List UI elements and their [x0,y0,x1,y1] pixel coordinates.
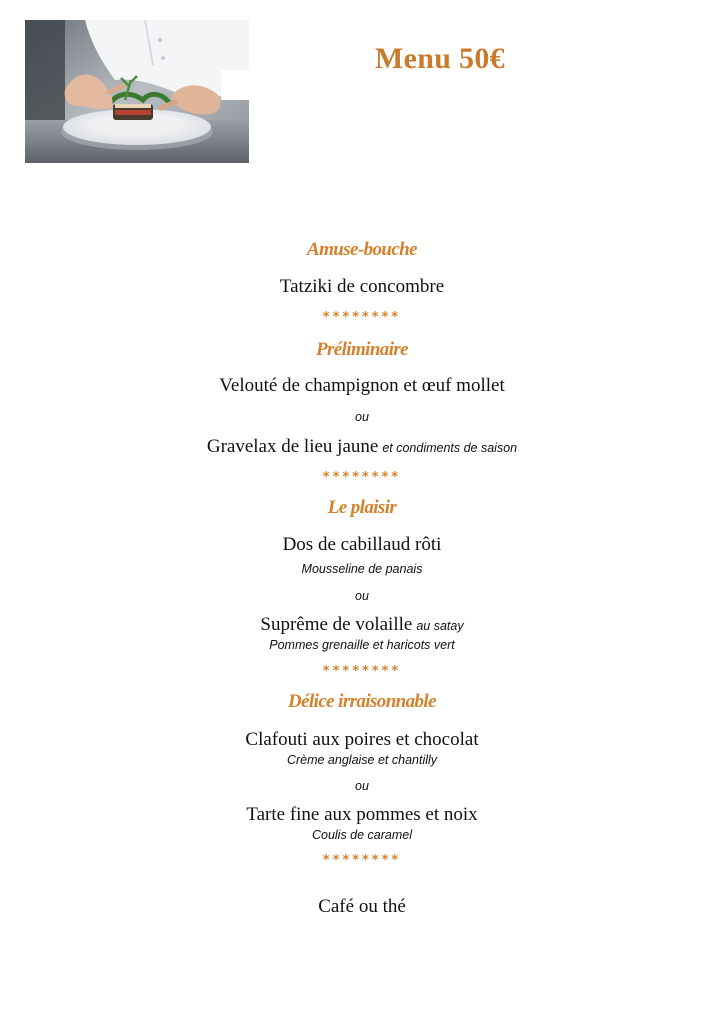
separator-2: ******** [322,470,402,485]
dish-tarte: Tarte fine aux pommes et noix [246,804,478,825]
or-label: ou [355,589,369,603]
dish-clafouti: Clafouti aux poires et chocolat [245,729,479,750]
separator-1: ******** [322,310,402,325]
separator-4: ******** [322,853,402,868]
dish-volaille-inline-note: au satay [416,619,464,633]
dish-gravelax: Gravelax de lieu jaune [206,436,379,457]
dish-veloute: Velouté de champignon et œuf mollet [219,375,505,396]
dish-volaille-note: Pommes grenaille et haricots vert [269,638,455,652]
dish-tatziki: Tatziki de concombre [279,276,445,297]
menu-title: Menu 50€ [375,42,505,75]
section-heading-delice: Délice irraisonnable [288,691,436,712]
dish-gravelax-note: et condiments de saison [382,441,518,455]
separator-3: ******** [322,664,402,679]
dish-cabillaud: Dos de cabillaud rôti [282,534,442,555]
dish-volaille-line [0,614,724,636]
section-heading-preliminaire: Préliminaire [315,339,409,360]
chef-plating-photo [25,20,249,163]
section-heading-le-plaisir: Le plaisir [327,497,397,518]
dish-volaille: Suprême de volaille [260,614,413,635]
section-heading-amuse-bouche: Amuse-bouche [307,239,417,260]
dish-gravelax-line [0,436,724,458]
or-label: ou [355,779,369,793]
dish-tarte-note: Coulis de caramel [311,828,413,842]
dish-cabillaud-note: Mousseline de panais [301,562,423,576]
closing-cafe-the: Café ou thé [318,896,406,917]
dish-clafouti-note: Crème anglaise et chantilly [286,753,438,767]
or-label: ou [355,410,369,424]
